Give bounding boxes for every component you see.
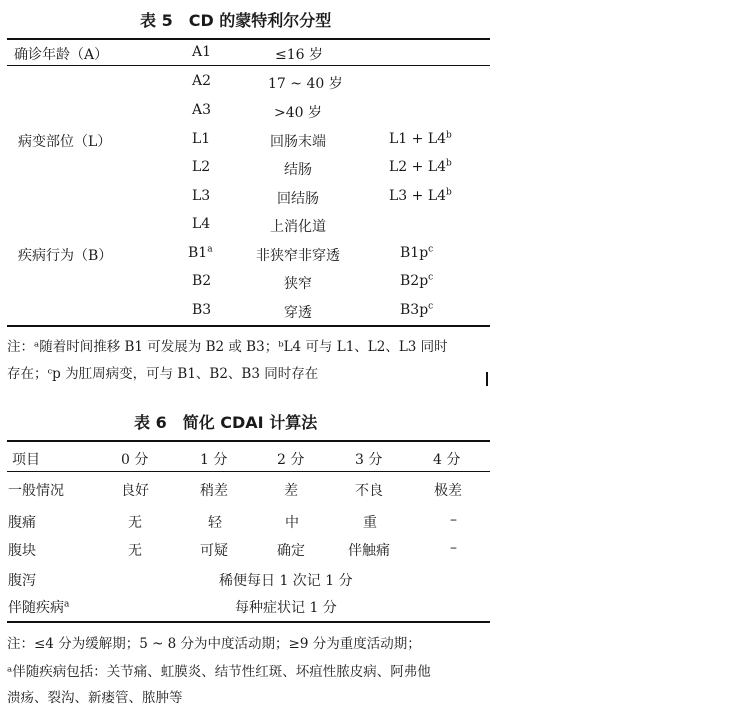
table5-code: A2	[192, 73, 212, 89]
table5-code: L2	[192, 159, 211, 175]
table6-cell: –	[450, 540, 457, 556]
table5-top-rule	[7, 38, 490, 40]
table6-note-line2: ᵃ伴随疾病包括：关节痛、虹膜炎、结节性红斑、坏疽性脓皮病、阿弗他	[7, 664, 431, 680]
table5-note-line2: 存在；ᶜp 为肛周病变，可与 B1、B2、B3 同时存在	[7, 366, 319, 382]
table5-desc: 穿透	[284, 305, 312, 321]
table5-desc: 回肠末端	[270, 134, 326, 150]
table5-extra: $B2p^c$	[400, 272, 434, 289]
table5-code: B3	[192, 302, 212, 318]
table6-top-rule	[7, 440, 490, 442]
table6-cell: 稀便每日 1 次记 1 分	[219, 573, 353, 589]
text-cursor-mark	[486, 372, 488, 386]
table6-header-rule	[7, 471, 490, 472]
table6-row-label: 腹痛	[8, 515, 36, 531]
table6-note-line3: 溃疡、裂沟、新瘘管、脓肿等	[7, 690, 183, 706]
table5-code: L1	[192, 131, 211, 147]
table5-code: B2	[192, 273, 212, 289]
table6-header: 2 分	[277, 452, 305, 468]
table6-row-label: 腹泻	[8, 573, 36, 589]
table5-section-age: 确诊年龄（A）	[14, 47, 109, 63]
table6-cell: 轻	[208, 515, 222, 531]
table6-note-line1: 注：≤4 分为缓解期；5 ~ 8 分为中度活动期；≥9 分为重度活动期；	[7, 636, 421, 652]
table6-header: 4 分	[433, 452, 461, 468]
table5-note-line1: 注：ᵃ随着时间推移 B1 可发展为 B2 或 B3；ᵇL4 可与 L1、L2、L3 同时	[7, 339, 448, 355]
table5-code: A1	[192, 44, 212, 60]
table6-row-label: 伴随疾病$^a$	[8, 599, 70, 616]
table5-desc: 回结肠	[277, 191, 319, 207]
table5-desc: ≤16 岁	[275, 47, 323, 63]
table6-cell: 重	[363, 515, 377, 531]
table6-cell: 差	[284, 483, 298, 499]
table5-code: L3	[192, 188, 211, 204]
table6-cell: 可疑	[200, 543, 228, 559]
table6-row-label: 一般情况	[8, 483, 64, 499]
table6-cell: 极差	[434, 483, 462, 499]
table6-header: 项目	[12, 452, 40, 468]
table5-extra: $L2 + L4^b$	[389, 158, 452, 175]
table5-desc: 上消化道	[270, 219, 326, 235]
table6-cell: 无	[128, 543, 142, 559]
table5-section-behavior: 疾病行为（B）	[18, 248, 113, 264]
table6-cell: 中	[285, 515, 299, 531]
table6-title: 表 6 简化 CDAI 计算法	[134, 413, 318, 432]
table5-title: 表 5 CD 的蒙特利尔分型	[140, 11, 332, 30]
table5-extra: $B3p^c$	[400, 301, 434, 318]
table5-desc: 结肠	[284, 162, 312, 178]
table5-section-location: 病变部位（L）	[18, 134, 112, 150]
table5-extra: $B1p^c$	[400, 244, 434, 261]
table6-cell: 无	[128, 515, 142, 531]
table6-row-label: 腹块	[8, 543, 36, 559]
table6-cell: –	[450, 512, 457, 528]
table5-desc: 非狭窄非穿透	[256, 248, 340, 264]
table5-extra: $L1 + L4^b$	[389, 130, 452, 147]
table6-header: 0 分	[121, 452, 149, 468]
table5-extra: $L3 + L4^b$	[389, 187, 452, 204]
table6-cell: 每种症状记 1 分	[235, 600, 337, 616]
table6-header: 1 分	[200, 452, 228, 468]
table6-cell: 稍差	[200, 483, 228, 499]
table5-code: A3	[192, 102, 212, 118]
table5-code: B1$^a$	[188, 244, 213, 261]
table6-header: 3 分	[355, 452, 383, 468]
table5-code: L4	[192, 216, 211, 232]
table6-cell: 伴触痛	[348, 543, 390, 559]
table5-desc: 狭窄	[284, 276, 312, 292]
table5-bottom-rule	[7, 325, 490, 327]
table6-cell: 良好	[121, 483, 149, 499]
table6-cell: 确定	[277, 543, 305, 559]
table5-desc: >40 岁	[274, 105, 322, 121]
table5-header-rule	[7, 65, 490, 66]
table6-bottom-rule	[7, 621, 490, 623]
table5-desc: 17 ~ 40 岁	[268, 76, 343, 92]
table6-cell: 不良	[355, 483, 383, 499]
